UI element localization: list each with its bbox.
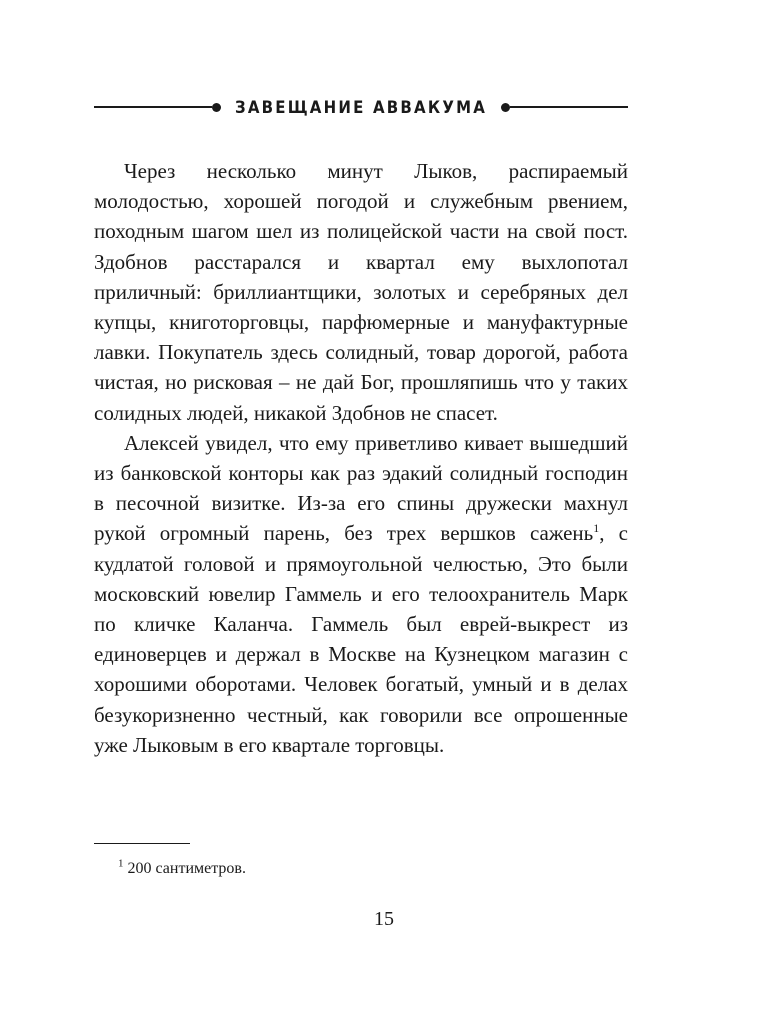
- page-number: 15: [374, 908, 394, 930]
- header-dot-left: [212, 103, 221, 112]
- footnote-mark: 1: [118, 857, 124, 870]
- footnote-separator: [94, 843, 190, 844]
- paragraph-2: [94, 428, 628, 760]
- main-text: [94, 156, 628, 760]
- paragraph-2-part-1: Алексей увидел, что ему приветливо кивает вышедший из банковской конторы как раз эдакий солидный господин в песочной визитке. Из-за его спины дружески махнул рукой огромный парень, без трех вершков сажень: [94, 430, 628, 546]
- paragraph-2-part-2: , с кудлатой головой и прямоугольной челюстью, Это были московский ювелир Гаммель и его телоохранитель Марк по кличке Каланча. Гаммель был еврей-выкрест из единоверцев и держал в Москве на Кузнецком магазин с хорошими оборотами. Человек богатый, умный и в делах безукоризненно честный, как говорили все опрошенные уже Лыковым в его квартале торговцы.: [94, 521, 628, 757]
- footnote: [118, 858, 246, 880]
- header-rule-left: [94, 106, 212, 108]
- paragraph-1: Через несколько минут Лыков, распираемый молодостью, хорошей погодой и служебным рвением, походным шагом шел из полицейской части на свой пост. Здобнов расстарался и квартал ему выхлопотал приличный: бриллиантщики, золотых и серебряных дел купцы, книготорговцы, парфюмерные и мануфактурные лавки. Покупатель здесь солидный, товар дорогой, работа чистая, но рисковая – не дай Бог, прошляпишь что у таких солидных людей, никакой Здобнов не спасет.: [94, 159, 628, 425]
- footnote-reference: 1: [593, 521, 600, 536]
- footnote-text: 200 сантиметров.: [123, 860, 246, 877]
- running-header: [94, 95, 628, 119]
- book-title: ЗАВЕЩАНИЕ АВВАКУМА: [234, 96, 488, 118]
- header-dot-right: [501, 103, 510, 112]
- header-rule-right: [510, 106, 628, 108]
